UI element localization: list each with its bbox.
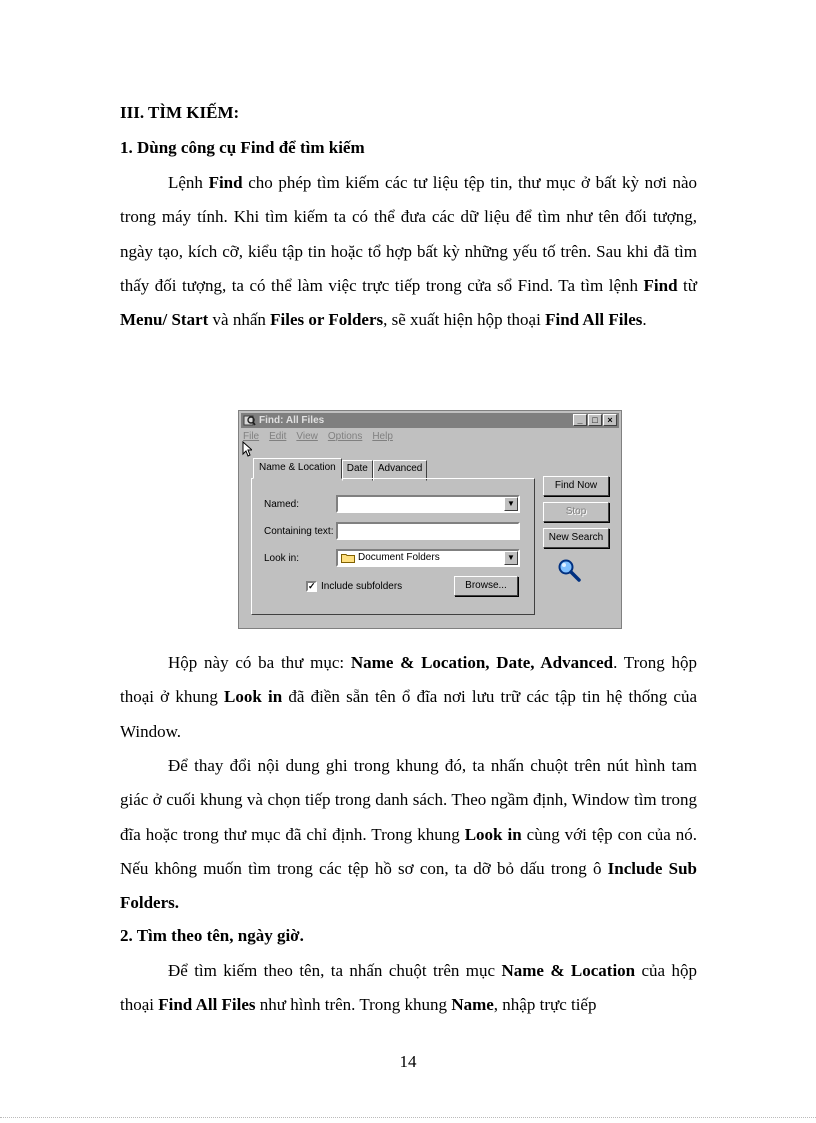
section-heading: III. TÌM KIẾM: [120, 103, 240, 122]
folder-icon [341, 553, 355, 563]
tab-advanced[interactable]: Advanced [373, 460, 427, 481]
tab-date[interactable]: Date [342, 460, 373, 481]
tab-name-location[interactable]: Name & Location [253, 458, 342, 479]
subsection-heading-1: 1. Dùng công cụ Find để tìm kiếm [120, 138, 365, 157]
dialog-menubar [243, 431, 393, 445]
minimize-button[interactable]: _ [573, 414, 587, 426]
dialog-tabs [253, 458, 427, 479]
find-app-icon [243, 414, 256, 427]
paragraph-3: Để thay đổi nội dung ghi trong khung đó, ta nhấn chuột trên nút hình tam giác ở cuối khung và chọn tiếp trong danh sách. Theo ngầm định, Window tìm trong đĩa hoặc trong thư mục đã chỉ định. Trong khung Look in cùng với tệp con của nó. Nếu không muốn tìm trong các tệp hồ sơ con, ta dỡ bỏ dấu trong ô Include Sub Folders. [120, 756, 697, 913]
look-in-dropdown-button[interactable]: ▼ [504, 551, 518, 565]
include-subfolders-checkbox[interactable]: ✓ [308, 581, 316, 591]
named-dropdown-button[interactable]: ▼ [504, 497, 518, 511]
containing-text-input[interactable] [336, 522, 520, 540]
menu-view[interactable]: View [296, 431, 318, 442]
subsection-heading-2: 2. Tìm theo tên, ngày giờ. [120, 926, 304, 945]
paragraph-2: Hộp này có ba thư mục: Name & Location, Date, Advanced. Trong hộp thoại ở khung Look in đã điền sẵn tên ổ đĩa nơi lưu trữ các tập tin hệ thống của Window. [120, 653, 698, 741]
new-search-button[interactable]: New Search [543, 528, 609, 548]
include-subfolders-label: Include subfolders [321, 581, 403, 592]
close-button[interactable]: × [603, 414, 617, 426]
named-combobox[interactable] [336, 495, 520, 513]
dialog-titlebar[interactable] [241, 413, 619, 428]
paragraph-1: Lệnh Find cho phép tìm kiếm các tư liệu tệp tin, thư mục ở bất kỳ nơi nào trong máy tính. Khi tìm kiếm ta có thể đưa các dữ liệu để tìm như tên đối tượng, ngày tạo, kích cỡ, kiểu tập tin hoặc tổ hợp bất kỳ những yếu tố trên. Sau khi đã tìm thấy đối tượng, ta có thể làm việc trực tiếp trong cửa sổ Find. Ta tìm lệnh Find từ Menu/ Start và nhấn Files or Folders, sẽ xuất hiện hộp thoại Find All Files. [120, 173, 697, 330]
menu-help[interactable]: Help [372, 431, 393, 442]
browse-button[interactable]: Browse... [454, 576, 518, 596]
footer-divider [0, 1117, 816, 1118]
magnifier-icon [557, 558, 583, 584]
look-in-label: Look in: [264, 553, 300, 564]
find-now-button[interactable]: Find Now [543, 476, 609, 496]
name-location-panel [251, 478, 535, 615]
named-label: Named: [264, 499, 300, 510]
menu-edit[interactable]: Edit [269, 431, 287, 442]
look-in-combobox[interactable] [336, 549, 520, 567]
menu-options[interactable]: Options [327, 431, 363, 442]
containing-text-label: Containing text: [264, 526, 334, 537]
maximize-button[interactable]: □ [588, 414, 602, 426]
page-number: 14 [399, 1052, 417, 1071]
stop-button[interactable]: Stop [543, 502, 609, 522]
dialog-title: Find: All Files [259, 415, 325, 426]
find-dialog [238, 410, 622, 629]
menu-file[interactable]: File [243, 431, 260, 442]
look-in-value: Document Folders [358, 552, 440, 563]
mouse-pointer-icon [242, 441, 252, 457]
paragraph-4: Để tìm kiếm theo tên, ta nhấn chuột trên mục Name & Location của hộp thoại Find All Files như hình trên. Trong khung Name, nhập trực tiếp [120, 961, 697, 1015]
